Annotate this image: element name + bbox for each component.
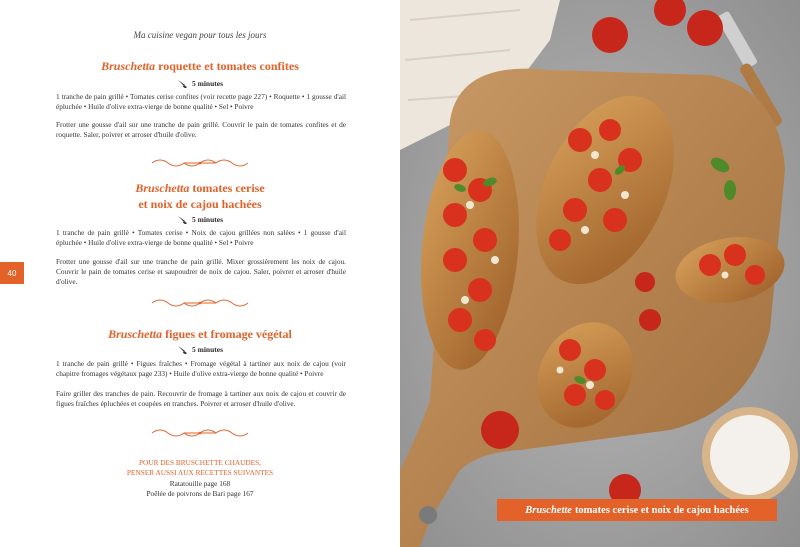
recipe-time-3: 5 minutes: [0, 345, 400, 356]
recipe-ingredients-3: 1 tranche de pain grillé • Figues fraîches • Fromage végétal à tartiner aux noix de cajou (voir chapitre fromages végétaux page 233) • Huile d'olive extra-vierge de bonne qualité • Poivre: [56, 359, 346, 378]
recipe-title-3: Bruschetta figues et fromage végétal: [108, 327, 292, 341]
recipe-method-3: Faire griller des tranches de pain. Recouvrir de fromage à tartiner aux noix de cajou et couvrir de figues fraîches épluchées et coupées en tranches. Poivrer et arroser d'huile d'olive.: [56, 389, 346, 408]
recipe-ingredients-1: 1 tranche de pain grillé • Tomates cerise confites (voir recette page 227) • Roquette • 1 gousse d'ail épluchée • Huile d'olive extra-vierge de bonne qualité • Sel • Poivre: [56, 92, 346, 111]
also-see-item: Ratatouille page 168: [169, 479, 231, 488]
running-header: Ma cuisine vegan pour tous les jours: [133, 30, 267, 40]
also-see-item: Poêlée de poivrons de Bari page 167: [146, 489, 254, 498]
ornament-divider: [150, 426, 250, 440]
bruschetta-photo: [400, 0, 800, 547]
recipe-time-1: 5 minutes: [0, 79, 400, 90]
ornament-divider: [150, 296, 250, 310]
also-see-title: POUR DES BRUSCHETTE CHAUDES, PENSER AUSSI AUX RECETTES SUIVANTES: [126, 458, 274, 477]
recipe-method-1: Frotter une gousse d'ail sur une tranche de pain grillé. Couvrir le pain de tomates confites et de roquette. Saler, poivrer et arroser d'huile d'olive.: [56, 120, 346, 139]
knife-icon: [177, 79, 188, 90]
knife-icon: [177, 215, 188, 226]
ornament-divider: [150, 156, 250, 170]
knife-icon: [177, 345, 188, 356]
recipe-time-2: 5 minutes: [0, 215, 400, 226]
page-number: 40: [0, 262, 24, 284]
recipe-method-2: Frotter une gousse d'ail sur une tranche de pain grillé. Mixer grossièrement les noix de cajou. Couvrir le pain de tomates cerise et saupoudrer de noix de cajou. Saler, poivrer et arroser d'huile d'olive.: [56, 257, 346, 286]
recipe-title-2: Bruschetta tomates cerise et noix de cajou hachées: [135, 181, 265, 211]
food-photo: [400, 0, 800, 547]
photo-caption: Bruschette tomates cerise et noix de cajou hachées: [497, 499, 777, 521]
recipe-ingredients-2: 1 tranche de pain grillé • Tomates cerise • Noix de cajou grillées non salées • 1 gousse d'ail épluchée • Huile d'olive extra-vierge de bonne qualité • Sel • Poivre: [56, 228, 346, 247]
recipe-title-1: Bruschetta roquette et tomates confites: [101, 59, 299, 73]
